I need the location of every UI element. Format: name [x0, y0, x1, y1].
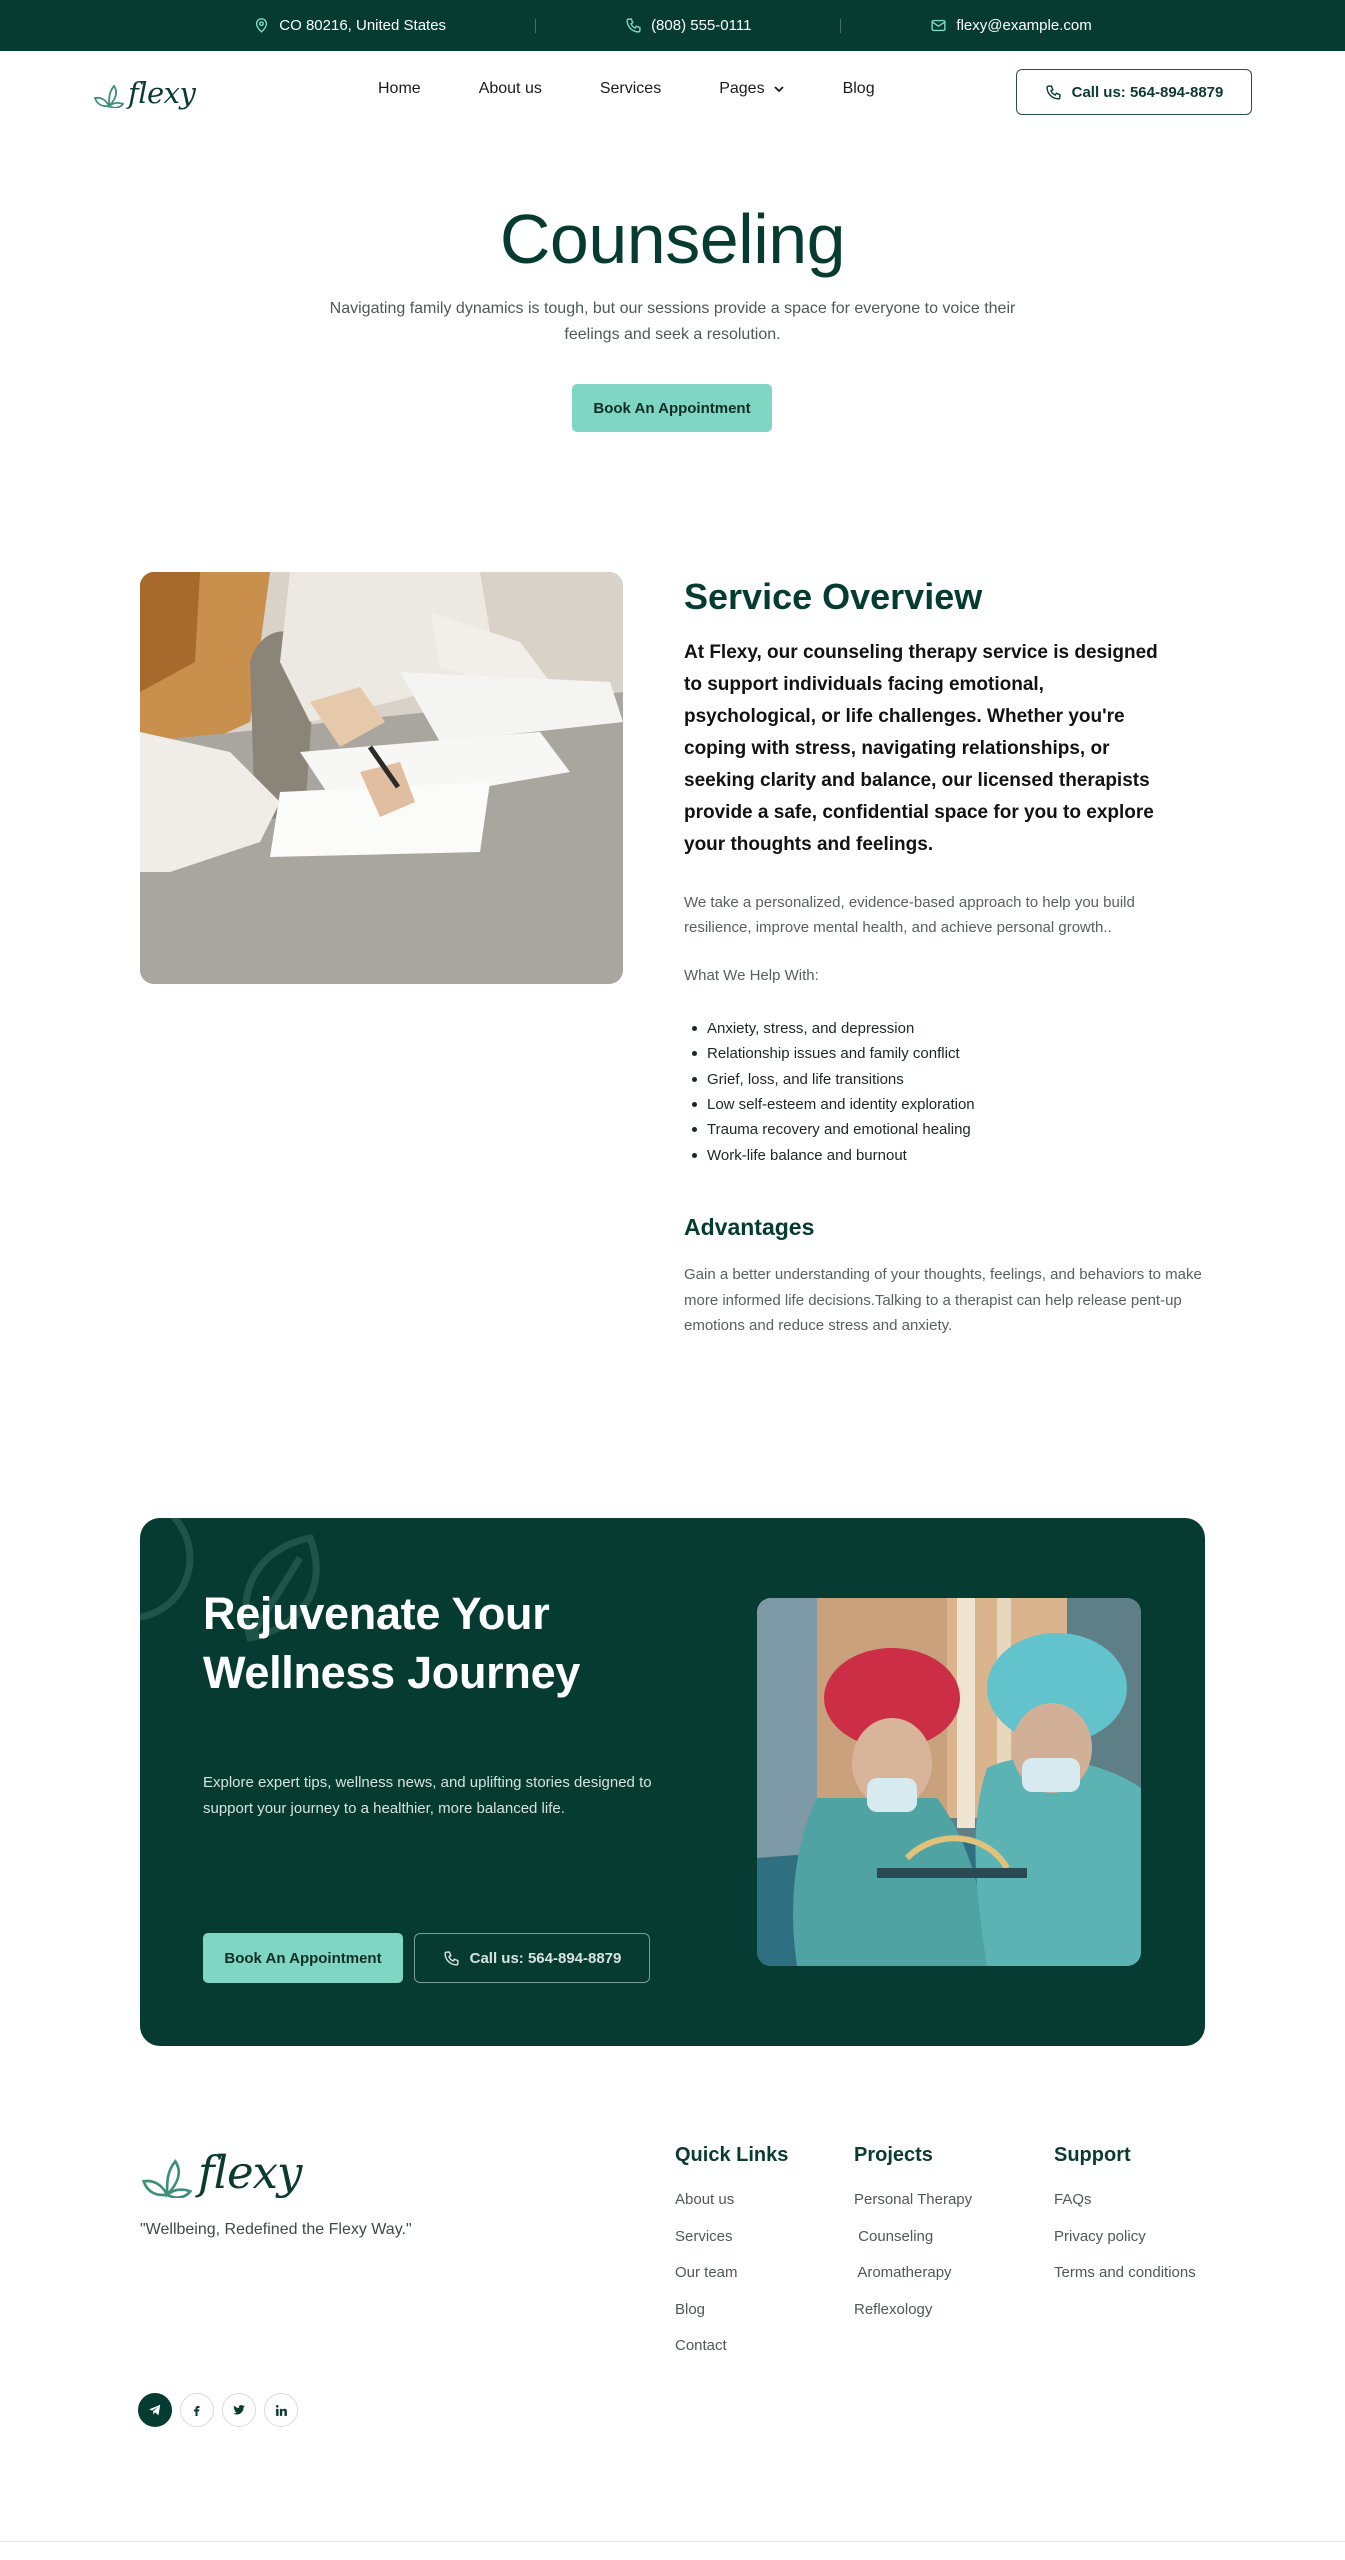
cta-call-button[interactable] — [414, 1933, 650, 1983]
hero-subtitle: Navigating family dynamics is tough, but our sessions provide a space for everyone to voice their feelings and seek a resolution. — [329, 300, 1016, 343]
cta-title: Rejuvenate Your Wellness Journey — [203, 1588, 581, 1698]
counseling-illustration — [140, 572, 623, 984]
nav-blog[interactable] — [843, 80, 875, 98]
main-nav — [378, 80, 933, 98]
cta-call-label: Call us: 564-894-8879 — [469, 1949, 622, 1967]
phone-icon — [443, 1950, 460, 1967]
nav-blog-label: Blog — [842, 80, 875, 97]
advantages-title: Advantages — [684, 1214, 815, 1240]
footer-quick-links — [675, 2144, 788, 2374]
facebook-icon[interactable] — [180, 2393, 214, 2427]
cta-banner — [140, 1518, 1205, 2046]
surgeons-photo — [757, 1598, 1141, 1966]
phone-info[interactable] — [625, 17, 751, 34]
footer-logo[interactable] — [138, 2146, 301, 2199]
list-item: Low self-esteem and identity exploration — [684, 1092, 1204, 1117]
site-logo[interactable] — [92, 76, 195, 110]
list-item: Work-life balance and burnout — [684, 1142, 1204, 1167]
telegram-icon[interactable] — [138, 2393, 172, 2427]
footer-support — [1054, 2144, 1196, 2301]
list-item: Anxiety, stress, and depression — [684, 1016, 1204, 1041]
divider — [535, 19, 536, 33]
list-item: Trauma recovery and emotional healing — [684, 1117, 1204, 1142]
footer-link[interactable]: Services — [675, 2227, 733, 2245]
footer-link[interactable]: Counseling — [854, 2227, 934, 2245]
footer-tagline: "Wellbeing, Redefined the Flexy Way." — [140, 2221, 412, 2238]
phone-text: (808) 555-0111 — [651, 17, 752, 34]
support-title: Support — [1054, 2144, 1131, 2166]
footer-logo-wordmark: flexy — [198, 2146, 302, 2199]
phone-icon — [1045, 84, 1062, 101]
list-item: Relationship issues and family conflict — [684, 1041, 1204, 1066]
footer-link[interactable]: Terms and conditions — [1054, 2264, 1196, 2281]
header-call-button[interactable] — [1016, 69, 1252, 115]
leaf-logo-icon — [92, 78, 126, 108]
chevron-down-icon — [773, 83, 785, 95]
footer-link[interactable]: About us — [675, 2191, 735, 2208]
nav-about[interactable] — [479, 80, 542, 98]
service-overview-title: Service Overview — [684, 576, 983, 617]
surgeons-illustration — [757, 1598, 1141, 1966]
twitter-icon[interactable] — [222, 2393, 256, 2427]
divider — [840, 19, 841, 33]
service-overview-lead: At Flexy, our counseling therapy service is designed to support individuals facing emotional, psychological, or life challenges. Whether you're coping with stress, navigating relationships, or seeking clarity and balance, our licensed therapists provide a safe, confidential space for you to explore your thoughts and feelings. — [684, 642, 1158, 855]
quick-links-title: Quick Links — [675, 2144, 789, 2166]
footer-link[interactable]: Contact — [675, 2337, 727, 2354]
email-info[interactable] — [930, 17, 1091, 34]
nav-about-label: About us — [478, 80, 542, 97]
leaf-logo-icon — [138, 2148, 196, 2198]
nav-pages[interactable] — [719, 80, 784, 98]
mail-icon — [930, 17, 947, 34]
linkedin-icon[interactable] — [264, 2393, 298, 2427]
footer-link[interactable]: Reflexology — [854, 2300, 933, 2318]
footer-link[interactable]: Blog — [675, 2300, 706, 2318]
help-heading: What We Help With: — [684, 967, 819, 984]
email-text: flexy@example.com — [956, 17, 1092, 34]
list-item: Grief, loss, and life transitions — [684, 1067, 1204, 1092]
nav-home[interactable] — [378, 80, 421, 98]
location-pin-icon — [253, 17, 270, 34]
hero-book-button[interactable]: Book An Appointment — [572, 384, 772, 432]
address-info — [253, 17, 446, 34]
nav-pages-label: Pages — [719, 80, 765, 97]
footer-divider — [0, 2541, 1345, 2542]
cta-text: Explore expert tips, wellness news, and uplifting stories designed to support your journey to a healthier, more balanced life. — [203, 1774, 652, 1817]
footer-link[interactable]: Privacy policy — [1054, 2227, 1146, 2245]
nav-services-label: Services — [599, 80, 662, 97]
footer-link[interactable]: Our team — [675, 2264, 738, 2281]
nav-services[interactable] — [600, 80, 661, 98]
footer-link[interactable]: Personal Therapy — [854, 2191, 973, 2208]
page-title: Counseling — [499, 200, 846, 278]
counseling-photo — [140, 572, 623, 984]
footer-link[interactable]: FAQs — [1054, 2191, 1092, 2208]
social-links — [138, 2393, 298, 2427]
projects-title: Projects — [854, 2144, 933, 2166]
footer-projects — [854, 2144, 972, 2337]
service-overview-paragraph: We take a personalized, evidence-based approach to help you build resilience, improve mental health, and achieve personal growth.. — [684, 894, 1135, 936]
nav-home-label: Home — [378, 80, 421, 97]
footer-link[interactable]: Aromatherapy — [854, 2264, 952, 2281]
address-text: CO 80216, United States — [279, 17, 447, 34]
header-call-label: Call us: 564-894-8879 — [1071, 83, 1224, 101]
help-list — [684, 1016, 1204, 1168]
logo-wordmark: flexy — [128, 76, 196, 110]
cta-book-button[interactable]: Book An Appointment — [203, 1933, 403, 1983]
phone-icon — [625, 17, 642, 34]
advantages-text: Gain a better understanding of your thoughts, feelings, and behaviors to make more informed life decisions.Talking to a therapist can help release pent-up emotions and reduce stress and anxiety. — [684, 1266, 1202, 1334]
top-info-bar — [0, 0, 1345, 51]
